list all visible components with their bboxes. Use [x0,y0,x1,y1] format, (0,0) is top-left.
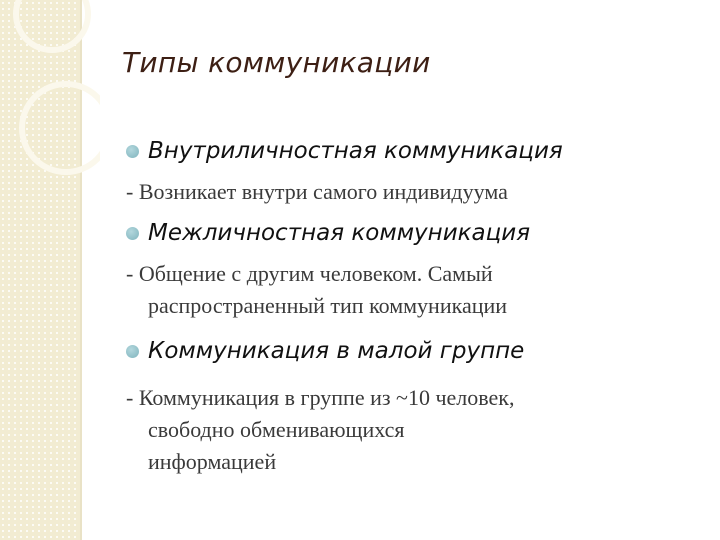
bullet-heading-1: Внутриличностная коммуникация [148,138,563,164]
description-line: - Коммуникация в группе из ~10 человек, [126,385,515,410]
bullet-dot-icon [126,345,139,358]
bullet-item-3 [126,338,524,364]
decorative-circle-bottom [22,84,100,172]
description-line: - Возникает внутри самого индивидуума [126,179,508,204]
bullet-dot-icon [126,145,139,158]
bullet-dot-icon [126,227,139,240]
bullet-description-2 [126,258,507,322]
description-line: распространенный тип коммуникации [148,293,508,318]
decorative-circles [0,0,100,200]
bullet-item-2 [126,220,530,246]
slide-title: Типы коммуникации [122,46,431,79]
description-line: информацией [148,449,277,474]
description-line: свободно обменивающихся [148,417,405,442]
bullet-item-1 [126,138,563,164]
bullet-description-3 [126,382,514,478]
decorative-circle-top [16,0,88,50]
bullet-heading-3: Коммуникация в малой группе [148,338,525,364]
bullet-description-1 [126,176,508,208]
bullet-heading-2: Межличностная коммуникация [148,220,531,246]
description-line: - Общение с другим человеком. Самый [126,261,493,286]
